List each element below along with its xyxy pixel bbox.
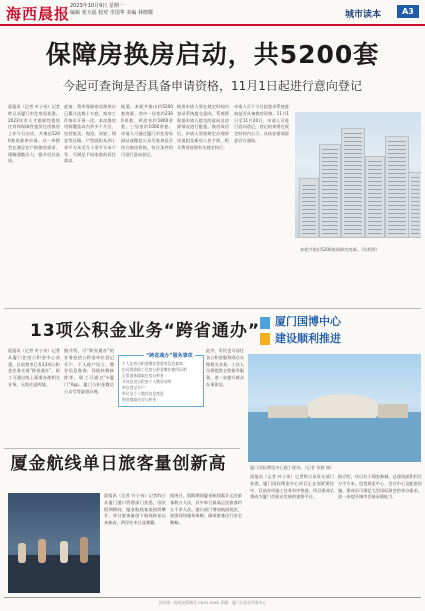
gjj-services-box bbox=[118, 355, 204, 407]
housing-body-col-4: 换房申请人须在规定时间内登录系统提交意向，系统将根据申请人提交的意向及房源情况进行配租。换房成功后，申请人须按规定办理原房退租及新房入住手续，相关费用按照有关规定执行。 bbox=[177, 104, 229, 150]
housing-photo-caption: 本轮共推出5200套保障房房源。（资料图） bbox=[300, 247, 380, 252]
gjj-box-item: 正常退休提取住房公积金 bbox=[122, 373, 164, 378]
expo-photo-caption: 厦门国际博览中心施工现场。（记者 张雅 摄） bbox=[250, 465, 335, 470]
gjj-box-title: “跨省通办”服务事项 bbox=[146, 353, 193, 359]
housing-body-col-3: 据悉，本轮共推出约5200套房源，其中一居室约2300余套，两居室约1800余套，三居室约1000余套。申请人可通过厦门市住房局网站或微信公众号查询是否符合换房资格，符合条件的可进行意向登记。 bbox=[121, 104, 173, 157]
issue-info bbox=[70, 3, 153, 17]
issue-date: 2023年10月9日 星期一 bbox=[70, 3, 124, 9]
masthead-divider bbox=[0, 24, 425, 26]
gjj-box-item: 个人住房公积金缴存贷款等信息查询 bbox=[122, 361, 183, 366]
headline-gjj: 13项公积金业务“跨省通办” bbox=[30, 321, 261, 341]
airline-body-col-2: 据统计，假期期间厦金航线累计运送旅客数万人次，其中单日最高运送旅客约五千余人次。港口部门增加航班班次，加强现场服务保障，确保旅客出行安全顺畅。 bbox=[170, 493, 242, 526]
section-divider bbox=[4, 448, 240, 449]
expo-photo bbox=[248, 354, 421, 462]
gjj-box-item: 开具住房公积金个人缴存证明 bbox=[122, 379, 172, 384]
housing-body-col-2: 此前，我市保障房房源供应已累计达数十万套，换房工作每年开展一次。本次换房房源覆盖岛内外多个片区，包括集美、海沧、同安、翔安等区域，户型面积从四十余平方米至九十余平方米不等，可满足不同家庭的居住需求。 bbox=[64, 104, 116, 164]
gjj-body-col-2: 据介绍，可“跨省通办”的业务包括公积金单位登记开户、个人账户设立、缴存信息查询、异地转移接续等，职工可通过“e厦门”App、厦门公积金微信公众号等渠道办理。 bbox=[64, 348, 114, 394]
housing-photo bbox=[295, 112, 421, 238]
headline-airline: 厦金航线单日旅客量创新高 bbox=[10, 454, 227, 474]
gjj-box-item: 购房提取住房公积金 bbox=[122, 397, 157, 402]
page-footer: 国内统一连续出版物号 CN35-0065 印刷：厦门日报社印务中心 bbox=[158, 600, 267, 605]
housing-body-col-5: 申请人可于今日起登录系统查询是否具备换房资格。11月1日至11月20日，申请人可进行意向登记，登记结果将在规定时间内公示，具体安排请留意官方通知。 bbox=[234, 104, 289, 143]
footer-divider bbox=[4, 597, 421, 598]
gjj-box-item: 单位登记开户 bbox=[122, 385, 145, 390]
headline-expo-line-2: 建设顺利推进 bbox=[275, 332, 341, 345]
airline-photo bbox=[8, 493, 100, 593]
subheadline-housing: 今起可查询是否具备申请资格，11月1日起进行意向登记 bbox=[63, 79, 362, 93]
gjj-body-col-3: 此外，市民也可前往各公积金服务网点办理相关业务，工作人员将提供全程指导服务，进一步提升群众办事体验。 bbox=[206, 348, 244, 387]
headline-expo-line-1: 厦门国博中心 bbox=[275, 315, 341, 328]
section-name: 城市读本 bbox=[345, 10, 382, 20]
section-divider bbox=[4, 308, 421, 309]
expo-body-col-2: 据介绍，项目位于翔安新城，总建筑面积约百万平方米，包括展览中心、会议中心及配套设施，建成后可满足大型国际展会的举办需求，进一步提升城市会展承载能力。 bbox=[338, 474, 422, 500]
issue-editors: 编辑 张天福 校对 李国华 美编 林晓耀 bbox=[70, 10, 153, 16]
expo-title-accent-yellow bbox=[260, 333, 270, 345]
airline-body-col-1: 晨报讯（记者 叶子帝）记者昨日从厦门港口管理部门获悉，国庆假期期间，厦金航线客流持续攀升，单日旅客量创下航线恢复以来新高，两岸往来日益频繁。 bbox=[104, 493, 166, 526]
gjj-box-item: 出具贷款职工住房公积金缴存使用证明 bbox=[122, 367, 187, 372]
expo-title-accent-blue bbox=[260, 317, 270, 329]
headline-housing: 保障房换房启动，共5200套 bbox=[45, 40, 380, 69]
expo-body-col-1: 晨报讯（记者 叶子帝）记者昨日从有关部门获悉，厦门国际博览中心项目正在加紧建设中，目前各项施工任务有序推进。项目建成后将成为厦门会展业发展的重要平台。 bbox=[250, 474, 334, 500]
masthead bbox=[0, 0, 425, 24]
gjj-body-col-1: 晨报讯（记者 叶子帝）记者从厦门住房公积金中心获悉，目前我市已有13项公积金业务实现“跨省通办”，职工可通过线上渠道办理相关业务，无需往返两地。 bbox=[8, 348, 60, 387]
housing-body-col-1: 晨报讯（记者 叶子帝）记者昨日从厦门市住房局获悉，2023年市人才保障性租赁住房和保障性租赁住房换房工作今日启动，共推出5200套房源供申请。这一举措旨在满足住户的换房需求，缓解通勤压力，提升居住品质。 bbox=[8, 104, 60, 164]
page-number-badge: A3 bbox=[397, 5, 419, 18]
gjj-box-item: 单位及个人缴存信息变更 bbox=[122, 391, 164, 396]
newspaper-logo: 海西晨报 bbox=[6, 5, 71, 23]
